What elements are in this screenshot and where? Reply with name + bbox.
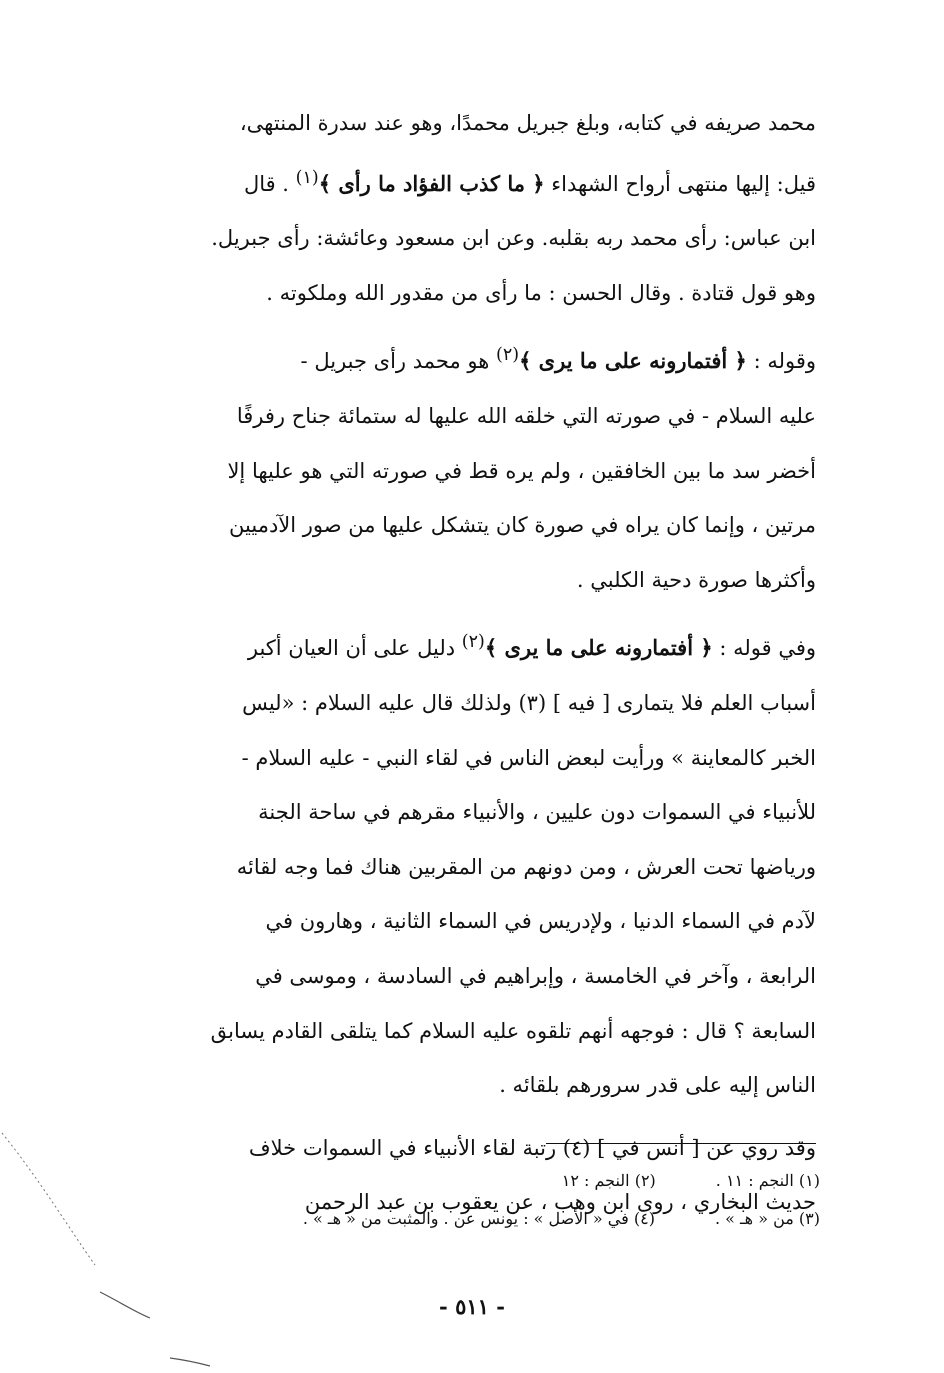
text-line: لآدم في السماء الدنيا ، ولإدريس في السماء الثانية ، وهارون في: [265, 909, 816, 934]
text-line: عليه السلام - في صورته التي خلقه الله عليها له ستمائة جناح رفرفًا: [236, 403, 816, 428]
footnote-separator: [546, 1143, 816, 1144]
text-line: وهو قول قتادة . وقال الحسن : ما رأى من مقدور الله وملكوته .: [266, 280, 816, 305]
text-line: ابن عباس: رأى محمد ربه بقلبه. وعن ابن مسعود وعائشة: رأى جبريل.: [211, 226, 816, 251]
text-line: للأنبياء في السموات دون عليين ، والأنبياء مقرهم في ساحة الجنة: [258, 800, 816, 825]
text-line: الرابعة ، وآخر في الخامسة ، وإبراهيم في السادسة ، وموسى في: [255, 963, 816, 988]
footnote-1: (١) النجم : ١١ .: [715, 1171, 820, 1190]
text-segment: قيل: إليها منتهى أرواح الشهداء: [551, 171, 816, 196]
text-segment: . قال: [243, 171, 289, 196]
page-number: - ٥١١ -: [439, 1294, 505, 1319]
quran-quote: ﴿ أفتمارونه على ما يرى ﴾: [519, 348, 747, 374]
footnote-row: [150, 1200, 820, 1238]
text-line: وأكثرها صورة دحية الكلبي .: [576, 567, 816, 592]
footnote-ref: (٢): [496, 345, 520, 366]
footnote-3: (٣) من « هـ » .: [714, 1209, 820, 1228]
scan-curve-mark: [2, 1133, 95, 1265]
text-line: أسباب العلم فلا يتمارى [ فيه ] (٣) ولذلك قال عليه السلام : «ليس: [242, 690, 816, 715]
text-segment: دليل على أن العيان أكبر: [247, 636, 456, 661]
scan-curve-mark: [170, 1358, 210, 1366]
text-line: أخضر سد ما بين الخافقين ، ولم يره قط في صورته التي هو عليها إلا: [227, 458, 816, 483]
text-line: حديث البخاري ، روى ابن وهب ، عن يعقوب بن عبد الرحمن: [304, 1190, 816, 1215]
text-line: الخبر كالمعاينة » ورأيت لبعض الناس في لقاء النبي - عليه السلام -: [241, 745, 816, 770]
main-text: [128, 96, 816, 1230]
footnote-4: (٤) في « الأصل » : يونس عن . والمثبت من « هـ » .: [302, 1209, 655, 1228]
footnote-ref: (٢): [461, 632, 485, 653]
footnote-ref: (١): [295, 167, 319, 188]
text-line: [128, 328, 816, 389]
text-line: مرتين ، وإنما كان يراه في صورة كان يتشكل عليها من صور الآدميين: [229, 513, 816, 538]
text-line: ورياضها تحت العرش ، ومن دونهم من المقربين هناك فما وجه لقائه: [236, 854, 816, 879]
text-line: وقد روي عن [ أنس في ] (٤) رتبة لقاء الأنبياء في السموات خلاف: [248, 1135, 816, 1160]
text-segment: وقوله :: [753, 349, 816, 374]
text-line: محمد صريفه في كتابه، وبلغ جبريل محمدًا، وهو عند سدرة المنتهى،: [239, 111, 816, 135]
quran-quote: ﴿ ما كذب الفؤاد ما رأى ﴾: [318, 170, 545, 196]
text-line: [128, 615, 816, 676]
text-line: [128, 151, 816, 212]
footnote-row: [150, 1162, 820, 1200]
text-segment: وفي قوله :: [719, 636, 816, 661]
text-line: السابعة ؟ قال : فوجهه أنهم تلقوه عليه السلام كما يتلقى القادم يسابق: [210, 1018, 816, 1043]
text-line: الناس إليه على قدر سرورهم بلقائه .: [499, 1073, 816, 1098]
footnote-2: (٢) النجم : ١٢: [561, 1171, 656, 1190]
text-segment: هو محمد رأى جبريل -: [300, 349, 490, 374]
quran-quote: ﴿ أفتمارونه على ما يرى ﴾: [484, 635, 713, 661]
footnotes: [150, 1162, 820, 1238]
